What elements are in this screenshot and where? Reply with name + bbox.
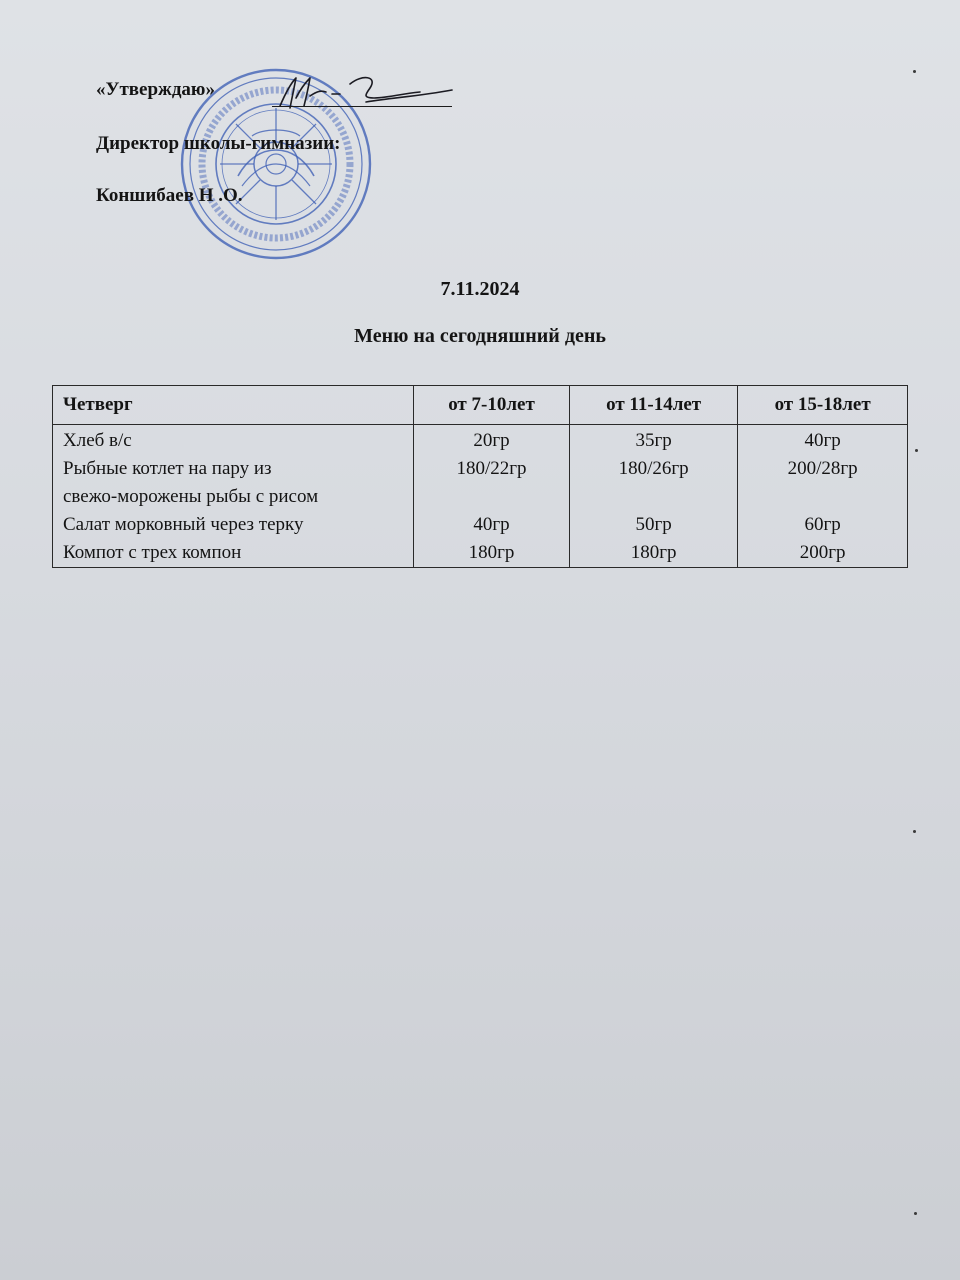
qty-value: 35гр [635, 430, 672, 451]
dish-item: Рыбные котлет на пару из [63, 458, 272, 479]
menu-table [52, 385, 908, 568]
qty-value: 180/22гр [456, 458, 527, 479]
qty-cell-15-18 [738, 425, 908, 568]
qty-value: 50гр [635, 514, 672, 535]
paper-mark [913, 70, 916, 73]
document-date: 7.11.2024 [440, 278, 520, 300]
header-age-15-18: от 15-18лет [738, 386, 908, 425]
dish-item: Хлеб в/с [63, 430, 132, 451]
document-title: Меню на сегодняшний день [354, 325, 606, 347]
qty-value [424, 483, 559, 511]
header-day: Четверг [53, 386, 414, 425]
qty-value: 40гр [804, 430, 841, 451]
header-age-11-14: от 11-14лет [569, 386, 737, 425]
approve-label: «Утверждаю» [96, 79, 215, 100]
dishes-cell [53, 425, 414, 568]
qty-value: 180гр [468, 542, 515, 563]
qty-cell-11-14 [569, 425, 737, 568]
qty-value: 200гр [799, 542, 846, 563]
header-age-7-10: от 7-10лет [414, 386, 570, 425]
director-title: Директор школы-гимназии: [96, 133, 341, 154]
director-name: Коншибаев Н .О. [96, 185, 243, 206]
dish-item: Салат морковный через терку [63, 514, 304, 535]
paper-mark [914, 1212, 917, 1215]
paper-mark [915, 449, 918, 452]
qty-value [748, 483, 897, 511]
qty-value: 20гр [473, 430, 510, 451]
paper-mark [913, 830, 916, 833]
table-row [53, 425, 908, 568]
qty-value: 40гр [473, 514, 510, 535]
qty-value: 60гр [804, 514, 841, 535]
qty-value: 180/26гр [618, 458, 689, 479]
signature-line [272, 106, 452, 107]
handwritten-signature [270, 68, 460, 118]
qty-value [580, 483, 727, 511]
qty-value: 180гр [630, 542, 677, 563]
dish-item: Компот с трех компон [63, 542, 242, 563]
qty-value: 200/28гр [787, 458, 858, 479]
qty-cell-7-10 [414, 425, 570, 568]
dish-item: свежо-морожены рыбы с рисом [63, 486, 319, 507]
table-header-row [53, 386, 908, 425]
